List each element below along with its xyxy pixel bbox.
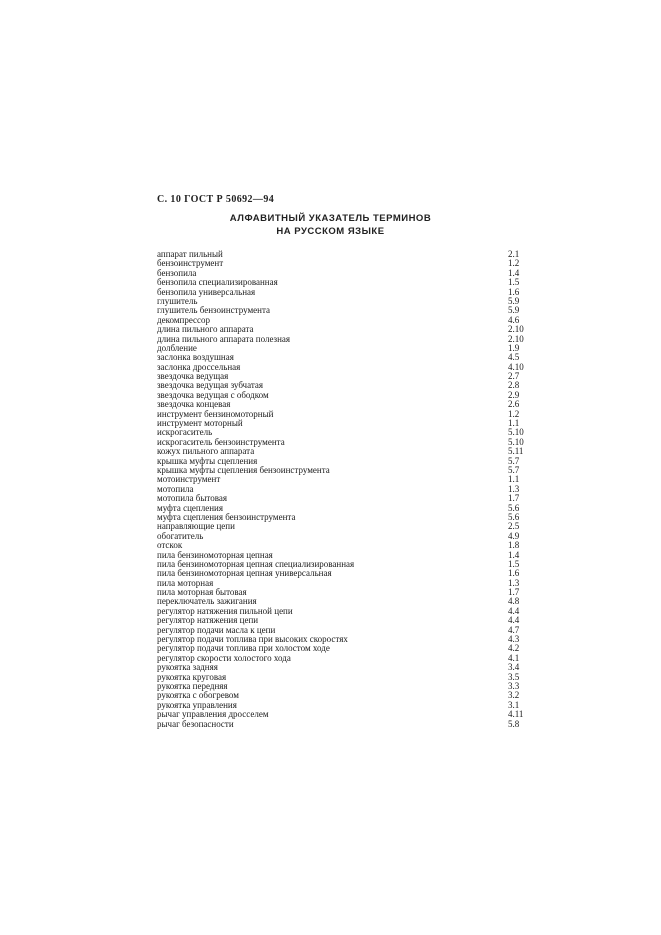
index-term: мотопила бытовая: [157, 493, 227, 504]
index-term: заслонка воздушная: [157, 352, 234, 363]
index-term-number: 4.8: [508, 596, 520, 607]
index-term-number: 5.10: [508, 436, 524, 447]
index-term-number: 1.7: [508, 493, 520, 504]
index-term: регулятор подачи масла к цепи: [157, 624, 276, 635]
index-term-number: 4.9: [508, 530, 520, 541]
index-term: длина пильного аппарата: [157, 324, 254, 335]
index-term: искрогаситель бензоинструмента: [157, 436, 285, 447]
index-term-number: 5.9: [508, 295, 520, 306]
index-term: бензопила универсальная: [157, 286, 256, 297]
index-term: инструмент бензиномоторный: [157, 408, 274, 419]
index-term: глушитель: [157, 295, 198, 306]
index-term: глушитель бензоинструмента: [157, 305, 270, 316]
index-term-number: 5.7: [508, 464, 520, 475]
index-term: мотоинструмент: [157, 474, 221, 485]
index-term: пила бензиномоторная цепная специализированная: [157, 558, 355, 569]
index-term: звездочка концевая: [157, 399, 231, 410]
index-term-number: 3.4: [508, 662, 520, 673]
index-term-number: 5.11: [508, 446, 524, 457]
alphabetical-index: [157, 250, 525, 729]
index-term: регулятор подачи топлива при высоких скоростях: [157, 634, 348, 645]
index-term-number: 3.1: [508, 699, 520, 710]
index-term-number: 1.6: [508, 286, 520, 297]
index-term: пила моторная бытовая: [157, 587, 247, 598]
index-term-number: 4.11: [508, 709, 524, 720]
index-term: рычаг безопасности: [157, 718, 234, 729]
index-term: длина пильного аппарата полезная: [157, 333, 291, 344]
index-term-number: 5.6: [508, 502, 520, 513]
index-term: бензопила: [157, 267, 197, 278]
index-term-number: 2.10: [508, 333, 524, 344]
index-term-number: 1.3: [508, 577, 520, 588]
index-term: долбление: [157, 342, 197, 353]
index-term-number: 1.4: [508, 267, 520, 278]
index-term-number: 2.1: [508, 249, 520, 259]
index-term: регулятор подачи топлива при холостом ходе: [157, 643, 330, 654]
index-term: муфта сцепления бензоинструмента: [157, 511, 296, 522]
index-term-number: 1.5: [508, 558, 520, 569]
index-term-number: 3.3: [508, 680, 520, 691]
index-entry: [157, 335, 525, 344]
index-term-number: 4.4: [508, 615, 520, 626]
index-term: регулятор натяжения пильной цепи: [157, 605, 293, 616]
index-entry: [157, 419, 525, 428]
index-term-number: 1.2: [508, 258, 520, 269]
index-term-number: 4.6: [508, 314, 520, 325]
index-entry: [157, 720, 525, 729]
index-term: декомпрессор: [157, 314, 211, 325]
index-entry: [157, 259, 525, 268]
index-term-number: 2.5: [508, 521, 520, 532]
index-term-number: 1.8: [508, 540, 520, 551]
index-term: муфта сцепления: [157, 502, 223, 513]
index-term: аппарат пильный: [157, 249, 223, 259]
index-term-number: 2.7: [508, 371, 520, 382]
index-term-number: 1.5: [508, 277, 520, 288]
index-term: искрогаситель: [157, 427, 213, 438]
index-term-number: 1.1: [508, 474, 520, 485]
index-entry: [157, 532, 525, 541]
index-term: звездочка ведущая зубчатая: [157, 380, 264, 391]
index-term: регулятор скорости холостого хода: [157, 652, 291, 663]
index-term-number: 4.7: [508, 624, 520, 635]
index-term: пила моторная: [157, 577, 214, 588]
index-title-line-1: АЛФАВИТНЫЙ УКАЗАТЕЛЬ ТЕРМИНОВ: [229, 213, 432, 224]
index-term-number: 1.6: [508, 568, 520, 579]
index-term: рычаг управления дросселем: [157, 709, 269, 720]
index-term: крышка муфты сцепления бензоинструмента: [157, 464, 330, 475]
index-title-line-2: НА РУССКОМ ЯЗЫКЕ: [276, 226, 385, 237]
index-term: бензопила специализированная: [157, 277, 278, 288]
index-term: направляющие цепи: [157, 521, 235, 532]
index-term-number: 4.3: [508, 634, 520, 645]
index-term-number: 3.5: [508, 671, 520, 682]
index-term: отскок: [157, 540, 183, 551]
index-term: бензоинструмент: [157, 258, 224, 269]
index-term: звездочка ведущая: [157, 371, 229, 382]
index-entry: [157, 475, 525, 484]
index-entry: [157, 288, 525, 297]
index-term-number: 5.10: [508, 427, 524, 438]
index-term-number: 4.5: [508, 352, 520, 363]
index-term: крышка муфты сцепления: [157, 455, 258, 466]
index-term: инструмент моторный: [157, 418, 243, 429]
index-term: переключатель зажигания: [157, 596, 257, 607]
index-term-number: 4.10: [508, 361, 524, 372]
index-term-number: 2.10: [508, 324, 524, 335]
index-term-number: 5.8: [508, 718, 520, 729]
index-term: рукоятка управления: [157, 699, 237, 710]
index-term: рукоятка с обогревом: [157, 690, 239, 701]
index-term-number: 3.2: [508, 690, 520, 701]
index-term-number: 2.9: [508, 389, 520, 400]
index-term-number: 1.9: [508, 342, 520, 353]
index-term-number: 1.2: [508, 408, 520, 419]
index-term: рукоятка задняя: [157, 662, 218, 673]
page-header: С. 10 ГОСТ Р 50692—94: [157, 194, 275, 205]
index-term-number: 1.3: [508, 483, 520, 494]
index-entry: [157, 522, 525, 531]
index-term-number: 5.9: [508, 305, 520, 316]
index-term: заслонка дроссельная: [157, 361, 241, 372]
index-term-number: 1.4: [508, 549, 520, 560]
index-term: регулятор натяжения цепи: [157, 615, 259, 626]
index-term: кожух пильного аппарата: [157, 446, 255, 457]
index-term: рукоятка круговая: [157, 671, 227, 682]
index-term: рукоятка передняя: [157, 680, 228, 691]
index-term-number: 2.8: [508, 380, 520, 391]
index-term-number: 2.6: [508, 399, 520, 410]
index-term: звездочка ведущая с ободком: [157, 389, 269, 400]
index-term-number: 5.7: [508, 455, 520, 466]
index-term: обогатитель: [157, 530, 204, 541]
index-term-number: 5.6: [508, 511, 520, 522]
index-term: пила бензиномоторная цепная: [157, 549, 273, 560]
index-term-number: 4.2: [508, 643, 520, 654]
index-entry: [157, 306, 525, 315]
index-term: пила бензиномоторная цепная универсальная: [157, 568, 332, 579]
index-term-number: 4.4: [508, 605, 520, 616]
index-term-number: 4.1: [508, 652, 520, 663]
index-term-number: 1.7: [508, 587, 520, 598]
index-term-number: 1.1: [508, 418, 520, 429]
index-term: мотопила: [157, 483, 194, 494]
